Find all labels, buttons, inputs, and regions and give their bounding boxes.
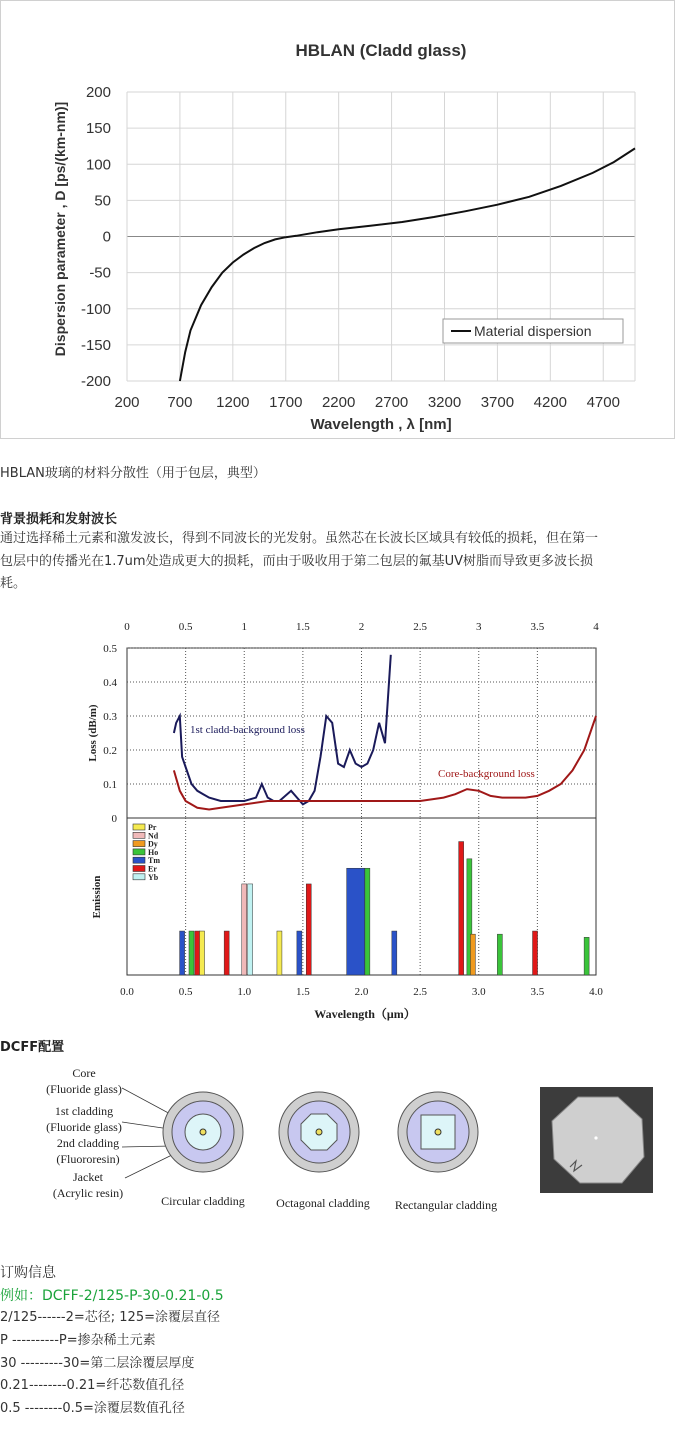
loss-tick-label: 0.3 <box>103 711 117 723</box>
emission-bar <box>497 934 502 975</box>
paragraph-line: 通过选择稀土元素和激发波长，得到不同波长的光发射。虽然芯在长波长区域具有较低的损耗，但在第一 <box>0 531 599 546</box>
core-sublabel: (Fluoride glass) <box>46 1082 122 1096</box>
rectangular-caption: Rectangular cladding <box>394 1198 498 1212</box>
loss-axis-label: Loss (dB/m) <box>87 704 99 762</box>
ordering-line: P ----------P=掺杂稀土元素 <box>0 1333 156 1349</box>
dcff-diagram-svg <box>0 1060 530 1220</box>
cladd-loss-label: 1st cladd-background loss <box>190 724 305 736</box>
ordering-title: 订购信息 <box>0 1265 56 1281</box>
x-tick-label: 2200 <box>321 394 356 411</box>
legend-label: Pr <box>148 823 157 832</box>
x-tick-label: 200 <box>114 394 140 411</box>
x-tick-label: 1200 <box>216 394 250 411</box>
dcff-configuration-diagram <box>0 1060 530 1224</box>
y-tick-label: 100 <box>85 156 111 174</box>
core-spot <box>594 1136 597 1139</box>
wavelength-axis-label: Wavelength（μm） <box>314 1007 416 1021</box>
paragraph-line: 包层中的传播光在1.7um处造成更大的损耗，而由于吸收用于第二包层的氟基UV树脂而导致更多波长损 <box>0 553 593 569</box>
emission-bar <box>459 842 464 975</box>
bottom-tick-label: 1.5 <box>296 986 310 998</box>
top-tick-label: 1 <box>241 621 247 633</box>
y-tick-label: 0 <box>102 228 111 246</box>
top-tick-label: 1.5 <box>296 621 310 633</box>
legend-label: Dy <box>148 839 158 849</box>
emission-bar <box>200 931 205 975</box>
x-axis-ticks <box>114 394 619 411</box>
y-tick-label: 150 <box>85 120 111 138</box>
legend-swatch <box>133 841 145 847</box>
circular-caption: Circular cladding <box>161 1194 245 1208</box>
legend-swatch <box>133 874 145 880</box>
clad1-sublabel: (Fluoride glass) <box>46 1120 122 1134</box>
chart-legend <box>443 319 623 343</box>
bottom-tick-label: 1.0 <box>237 986 252 998</box>
core-label: Core <box>72 1066 96 1080</box>
bottom-tick-label: 2.0 <box>354 986 369 998</box>
top-tick-label: 3 <box>476 621 482 633</box>
y-tick-label: 200 <box>85 84 111 101</box>
chart-title: HBLAN (Cladd glass) <box>295 41 467 60</box>
legend-label: Yb <box>148 872 159 882</box>
ordering-line: 30 ---------30=第二层涂覆层厚度 <box>0 1355 195 1371</box>
photo-svg <box>540 1087 653 1193</box>
ordering-line: 0.21--------0.21=纤芯数值孔径 <box>0 1378 185 1394</box>
bottom-tick-label: 3.0 <box>471 986 486 998</box>
loss-tick-label: 0.1 <box>103 779 117 791</box>
legend-swatch <box>133 832 145 838</box>
loss-tick-label: 0.2 <box>103 745 117 757</box>
legend-label: Ho <box>148 847 159 857</box>
ordering-line: 2/125------2=芯径; 125=涂覆层直径 <box>0 1310 220 1326</box>
circular-cladding-fiber <box>163 1092 243 1172</box>
emission-bar <box>277 931 282 975</box>
emission-bar <box>392 931 397 975</box>
legend-label: Material dispersion <box>474 323 592 339</box>
paragraph-line: 耗。 <box>0 576 27 591</box>
emission-bar <box>195 931 200 975</box>
emission-bar <box>297 931 302 975</box>
leader-line <box>122 1146 172 1147</box>
legend-swatch <box>133 857 145 863</box>
top-tick-label: 2 <box>358 621 365 633</box>
jacket-sublabel: (Acrylic resin) <box>52 1186 124 1200</box>
ordering-example: 例如：DCFF-2/125-P-30-0.21-0.5 <box>0 1287 224 1304</box>
emission-bar <box>306 884 311 975</box>
loss-emission-chart <box>0 612 675 1036</box>
x-tick-label: 4200 <box>533 394 568 411</box>
octagonal-caption: Octagonal cladding <box>276 1196 370 1210</box>
dispersion-chart <box>0 0 675 439</box>
clad2-sublabel: (Fluororesin) <box>56 1152 120 1166</box>
y-tick-label: -50 <box>89 264 111 282</box>
emission-axis-label: Emission <box>91 875 103 919</box>
section-heading-background-loss: 背景损耗和发射波长 <box>0 512 118 527</box>
x-tick-label: 700 <box>167 394 193 411</box>
top-tick-label: 2.5 <box>413 621 427 633</box>
x-tick-label: 3200 <box>427 394 462 411</box>
y-axis-label: Dispersion parameter , D [ps/(km-nm)] <box>52 101 68 357</box>
legend-label: Nd <box>148 831 159 841</box>
core-dot <box>200 1129 206 1135</box>
emission-bar <box>180 931 185 975</box>
section-heading-dcff: DCFF配置 <box>0 1040 65 1055</box>
top-tick-label: 4 <box>593 621 599 633</box>
x-tick-label: 4700 <box>586 394 620 411</box>
legend-swatch <box>133 849 145 855</box>
top-axis-ticks <box>124 621 599 633</box>
y-tick-label: -150 <box>80 336 111 354</box>
figure-caption: HBLAN玻璃的材料分散性（用于包层，典型） <box>0 466 266 481</box>
y-axis-ticks <box>81 84 111 390</box>
y-tick-label: -200 <box>80 373 111 390</box>
core-dot <box>435 1129 441 1135</box>
clad1-label: 1st cladding <box>54 1104 114 1118</box>
bottom-tick-label: 0.0 <box>120 986 134 998</box>
bottom-tick-label: 2.5 <box>413 986 427 998</box>
x-tick-label: 3700 <box>480 394 515 411</box>
y-tick-label: -100 <box>80 300 111 318</box>
rectangular-cladding-fiber <box>398 1092 478 1172</box>
dispersion-line <box>180 148 635 381</box>
bottom-tick-label: 4.0 <box>589 986 603 998</box>
core-loss-label: Core-background loss <box>438 768 535 780</box>
legend-swatch <box>133 866 145 872</box>
top-tick-label: 0 <box>124 621 130 633</box>
loss-y-ticks <box>103 643 117 825</box>
emission-bar <box>248 884 253 975</box>
bottom-tick-label: 3.5 <box>530 986 545 998</box>
emission-bar <box>242 884 247 975</box>
legend-swatch <box>133 824 145 830</box>
emission-bar <box>584 937 589 975</box>
loss-tick-label: 0 <box>111 813 117 825</box>
y-tick-label: 50 <box>94 192 111 210</box>
top-tick-label: 3.5 <box>530 621 545 633</box>
x-axis-label: Wavelength , λ [nm] <box>310 416 452 433</box>
emission-bar <box>365 868 370 975</box>
loss-tick-label: 0.5 <box>103 643 117 655</box>
x-tick-label: 1700 <box>269 394 303 411</box>
clad2-label: 2nd cladding <box>56 1136 120 1150</box>
octagonal-fiber-end <box>552 1097 644 1183</box>
emission-bar <box>347 868 365 975</box>
legend-label: Tm <box>148 856 160 866</box>
loss-emission-svg <box>0 612 675 1032</box>
top-tick-label: 0.5 <box>178 621 193 633</box>
bottom-axis-ticks <box>120 986 603 998</box>
loss-tick-label: 0.4 <box>103 677 117 689</box>
fiber-cross-section-photo <box>540 1087 653 1193</box>
dispersion-chart-svg <box>1 1 674 438</box>
section-paragraph <box>0 528 670 596</box>
jacket-label: Jacket <box>73 1170 103 1184</box>
core-dot <box>316 1129 322 1135</box>
legend-label: Er <box>148 864 157 874</box>
ordering-line: 0.5 --------0.5=涂覆层数值孔径 <box>0 1401 185 1417</box>
ordering-info <box>0 1262 224 1421</box>
emission-bar <box>533 931 538 975</box>
bottom-tick-label: 0.5 <box>178 986 193 998</box>
emission-bar <box>470 934 475 975</box>
x-tick-label: 2700 <box>374 394 409 411</box>
octagonal-cladding-fiber <box>279 1092 359 1172</box>
leader-line <box>125 1152 178 1178</box>
emission-bar <box>224 931 229 975</box>
emission-bar <box>189 931 194 975</box>
